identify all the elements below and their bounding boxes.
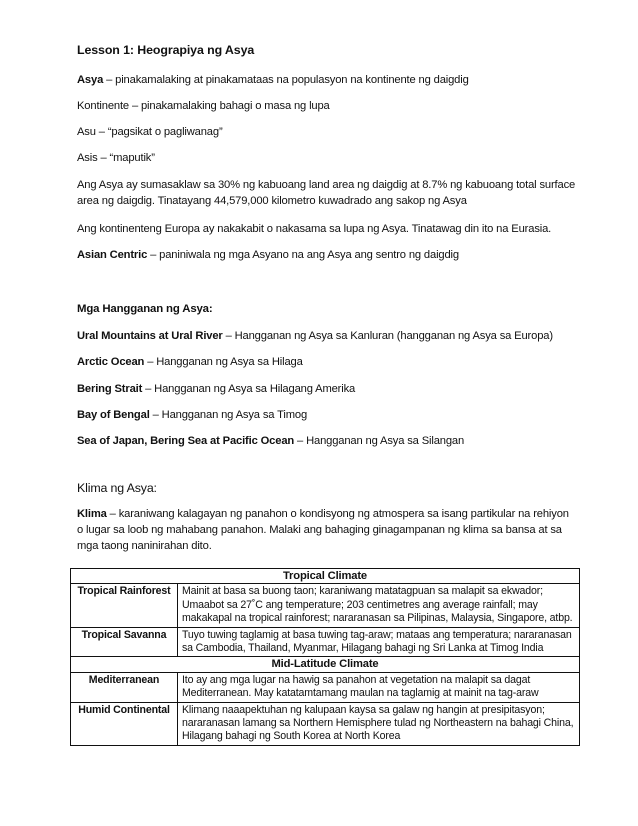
climate-description: Klimang naaapektuhan ng kalupaan kaysa sa galaw ng hangin at presipitasyon; nararanasan lamang sa Northern Hemisphere tulad ng Northeastern na bahagi China, Hilagang bahagi ng South Korea at North Korea bbox=[178, 702, 580, 745]
table-row bbox=[71, 702, 580, 745]
hangganan-text: – Hangganan ng Asya sa Timog bbox=[149, 409, 308, 421]
climate-description: Mainit at basa sa buong taon; karaniwang matatagpuan sa malapit sa ekwador; Umaabot sa 27˚C ang temperature; 203 centimetres ang average rainfall; may makakapal na tropical rainforest; nararanasan sa Pilipinas, Malaysia, Singapore, atbp. bbox=[178, 584, 580, 627]
table-row bbox=[71, 672, 580, 702]
hangganan-text: – Hangganan ng Asya sa Hilaga bbox=[144, 356, 303, 368]
climate-category: Tropical Savanna bbox=[71, 627, 178, 657]
hangganan-text: – Hangganan ng Asya sa Hilagang Amerika bbox=[142, 383, 356, 395]
hangganan-term: Arctic Ocean bbox=[77, 356, 145, 368]
climate-description: Ito ay ang mga lugar na hawig sa panahon at vegetation na malapit sa dagat Mediterranean. May katatamtamang maulan na taglamig at mainit na tag-araw bbox=[178, 672, 580, 702]
hangganan-heading: Mga Hangganan ng Asya: bbox=[77, 303, 213, 315]
climate-category: Mediterranean bbox=[71, 672, 178, 702]
hangganan-term: Bering Strait bbox=[77, 383, 143, 395]
hangganan-term: Sea of Japan, Bering Sea at Pacific Ocean bbox=[77, 435, 295, 447]
climate-description: Tuyo tuwing taglamig at basa tuwing tag-araw; mataas ang temperatura; nararanasan sa Cambodia, Thailand, Myanmar, Hilagang bahagi ng Sri Lanka at Timog India bbox=[178, 627, 580, 657]
klima-heading: Klima ng Asya: bbox=[77, 481, 157, 495]
table-row bbox=[71, 584, 580, 627]
table-section-row bbox=[71, 657, 580, 672]
definition-asya bbox=[77, 72, 469, 88]
klima-text: – karaniwang kalagayan ng panahon o kondisyong ng atmospera sa isang partikular na rehiyon o lugar sa loob ng mahabang panahon. Malaki ang bahaging ginagampanan ng klima sa bansa at sa mga taong naninirahan dito. bbox=[77, 508, 569, 552]
paragraph-eurasia: Ang kontinenteng Europa ay nakakabit o nakasama sa lupa ng Asya. Tinatawag din ito na Eurasia. bbox=[77, 223, 552, 235]
hangganan-text: – Hangganan ng Asya sa Silangan bbox=[294, 435, 465, 447]
definition-asian-centric bbox=[77, 247, 459, 263]
definition-term: Asian Centric bbox=[77, 249, 148, 261]
klima-definition bbox=[77, 506, 575, 554]
hangganan-item bbox=[77, 407, 307, 423]
lesson-title: Lesson 1: Heograpiya ng Asya bbox=[77, 43, 255, 57]
definition-term: Asya bbox=[77, 74, 104, 86]
section-header-midlatitude: Mid-Latitude Climate bbox=[71, 657, 580, 672]
climate-category: Tropical Rainforest bbox=[71, 584, 178, 627]
hangganan-item bbox=[77, 354, 303, 370]
climate-category: Humid Continental bbox=[71, 702, 178, 745]
klima-term: Klima bbox=[77, 508, 107, 520]
definition-text: – paniniwala ng mga Asyano na ang Asya ang sentro ng daigdig bbox=[147, 249, 459, 261]
definition-asis: Asis – “maputik” bbox=[77, 152, 155, 164]
hangganan-item bbox=[77, 381, 355, 397]
table-row bbox=[71, 627, 580, 657]
paragraph-land-area: Ang Asya ay sumasaklaw sa 30% ng kabuoang land area ng daigdig at 8.7% ng kabuoang total surface area ng daigdig. Tinatayang 44,579,000 kilometro kuwadrado ang sakop ng Asya bbox=[77, 179, 576, 207]
hangganan-item bbox=[77, 328, 553, 344]
table-section-row bbox=[71, 569, 580, 584]
section-header-tropical: Tropical Climate bbox=[71, 569, 580, 584]
hangganan-term: Bay of Bengal bbox=[77, 409, 150, 421]
definition-kontinente: Kontinente – pinakamalaking bahagi o masa ng lupa bbox=[77, 100, 330, 112]
definition-text: – pinakamalaking at pinakamataas na populasyon na kontinente ng daigdig bbox=[103, 74, 469, 86]
climate-table bbox=[70, 568, 580, 746]
definition-asu: Asu – “pagsikat o pagliwanag” bbox=[77, 126, 223, 138]
hangganan-item bbox=[77, 433, 464, 449]
hangganan-text: – Hangganan ng Asya sa Kanluran (hangganan ng Asya sa Europa) bbox=[222, 330, 553, 342]
hangganan-term: Ural Mountains at Ural River bbox=[77, 330, 223, 342]
